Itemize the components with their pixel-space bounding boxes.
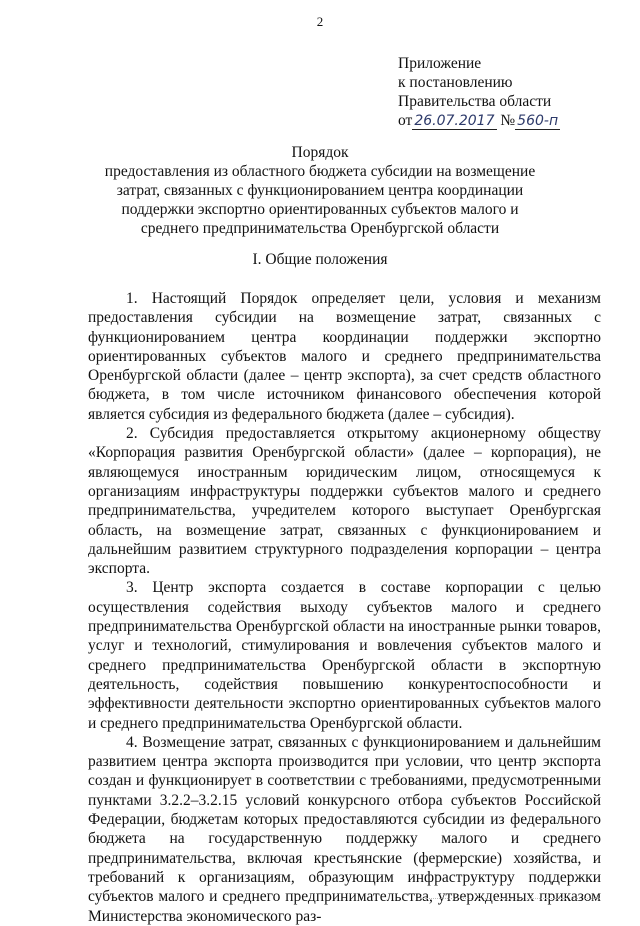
title-description: предоставления из областного бюджета субсидии на возмещение затрат, связанных с функционированием центра координации поддержки экспортно ориентированных субъектов малого и среднего предпринимательства Оренбургской области: [104, 163, 536, 237]
appendix-date-line: [398, 111, 560, 131]
date-prefix: от: [398, 112, 413, 129]
number-prefix: №: [500, 112, 516, 129]
appendix-line-3: Правительства области: [398, 93, 552, 110]
handwritten-date: 26.07.2017: [414, 113, 495, 129]
appendix-line-2: к постановлению: [398, 74, 513, 91]
paragraph: 1. Настоящий Порядок определяет цели, условия и механизм предоставления субсидии на возмещение затрат, связанных с функционированием центра координации поддержки экспортно ориентированных субъектов малого и среднего предпринимательства Оренбургской области (далее – центр экспорта), за счет средств областного бюджета, в том числе источником финансового обеспечения которой является субсидия из федерального бюджета (далее – субсидия).: [88, 290, 601, 423]
handwritten-number: 560-п: [517, 113, 559, 129]
page-number: 2: [316, 14, 324, 29]
title-line-1: Порядок: [291, 144, 349, 161]
document-title: [100, 143, 540, 238]
appendix-line-1: Приложение: [398, 55, 482, 72]
section-heading: I. Общие положения: [252, 251, 388, 268]
document-body: [88, 289, 601, 926]
appendix-block: [398, 54, 560, 131]
paragraph: 3. Центр экспорта создается в составе корпорации с целью осуществления содействия выходу субъектов малого и среднего предпринимательства Оренбургской области на иностранные рынки товаров, услуг и технологий, стимулирования и вовлечения субъектов малого и среднего предпринимательства Оренбургской области в экспортную деятельность, содействия повышению конкурентоспособности и эффективности деятельности экспортно ориентированных субъектов малого и среднего предпринимательства Оренбургской области.: [88, 579, 601, 732]
paragraph: 2. Субсидия предоставляется открытому акционерному обществу «Корпорация развития Оренбургской области» (далее – корпорация), не являющемуся иностранным юридическим лицом, относящемуся к организациям инфраструктуры поддержки субъектов малого и среднего предпринимательства, учредителем которого выступает Оренбургская область, на возмещение затрат, связанных с функционированием и дальнейшим развитием структурного подразделения корпорации – центра экспорта.: [88, 425, 601, 578]
scan-artifact: [420, 898, 600, 901]
paragraph: 4. Возмещение затрат, связанных с функционированием и дальнейшим развитием центра экспорта производится при условии, что центр экспорта создан и функционирует в соответствии с требованиями, предусмотренными пунктами 3.2.2–3.2.15 условий конкурсного отбора субъектов Российской Федерации, бюджетам которых предоставляются субсидии из федерального бюджета на государственную поддержку малого и среднего предпринимательства, включая крестьянские (фермерские) хозяйства, и требований к организациям, образующим инфраструктуру поддержки субъектов малого и среднего предпринимательства, утвержденных приказом Министерства экономического раз-: [88, 733, 601, 925]
